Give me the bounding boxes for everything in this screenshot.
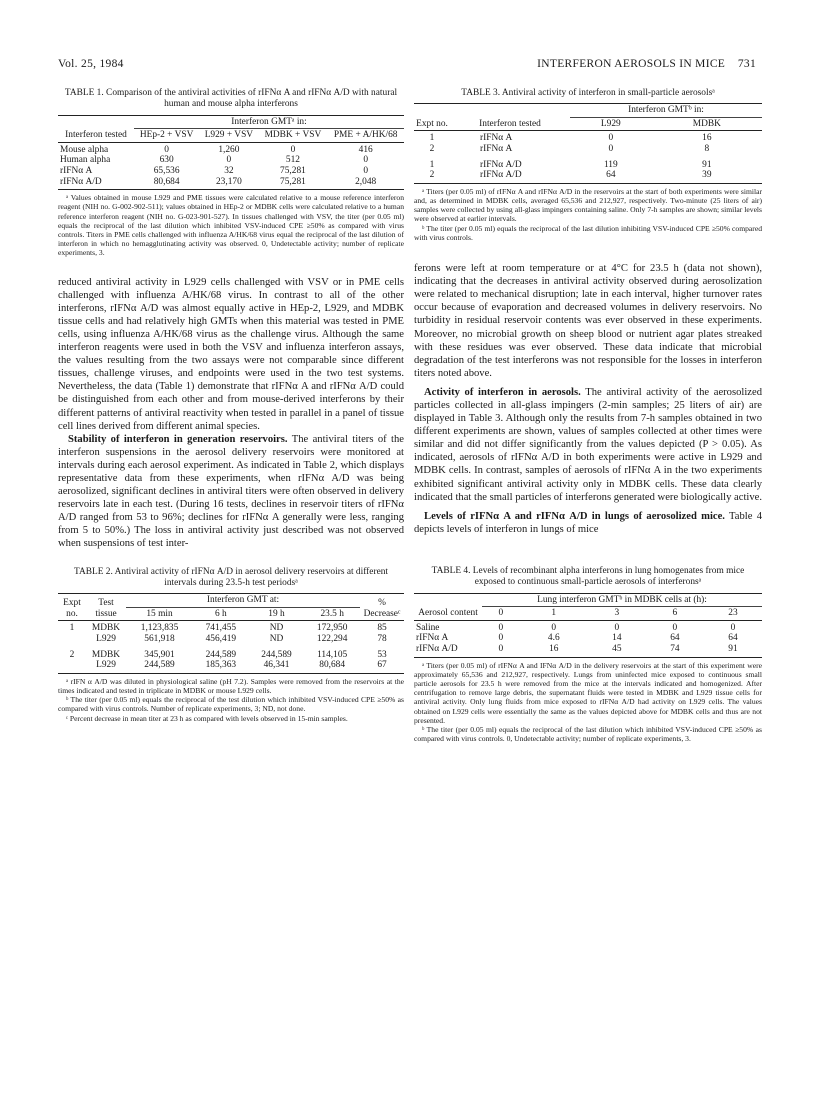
table-2-col: 15 min: [126, 607, 193, 621]
table-cell: rIFNα A/D: [450, 170, 570, 183]
table-cell: 345,901: [144, 649, 175, 660]
table-3-span-header: Interferon GMTᵇ in:: [570, 104, 762, 118]
table-cell: 67: [360, 660, 404, 673]
table-cell: rIFNα A: [60, 165, 93, 176]
table-2-grid: [58, 593, 404, 674]
table-row: [414, 144, 762, 155]
table-cell: 741,455: [205, 623, 237, 634]
table-cell: 456,419: [205, 633, 237, 644]
table-4-col: 6: [646, 607, 704, 621]
table-1: [58, 88, 404, 258]
table-cell: 75,281: [280, 165, 306, 176]
table-4-footnote: ᵃ Titers (per 0.05 ml) of rIFNα A and IFNα A/D in the delivery reservoirs at the start of this experiment were approximately 65,536 and 212,927, respectively. Lungs from uninfected mice exposed to continuous small particle aerosols for 23.5 h were removed from the mice at the intervals indicated and homogenized. After centrifugation to remove large debris, the supernatant fluids were tested in MDBK and L929 tissue cells for antiviral activity. Only lung fluids from mice exposed to rIFNα A/D had activity on L929 cells. The values obtained on L929 cells were essentially the same as the values depicted above for MDBK cells and thus are not presented.: [414, 660, 762, 725]
table-cell: 0: [498, 622, 504, 633]
table-4-grid: [414, 593, 762, 658]
table-cell: 244,589: [126, 660, 193, 673]
table-3-col: L929: [570, 117, 652, 131]
table-cell: 75,281: [259, 177, 328, 190]
table-cell: ND: [269, 623, 284, 634]
table-2-caption: TABLE 2. Antiviral activity of rIFNα A/D in aerosol delivery reservoirs at different intervals during 23.5-h test periodsᵃ: [73, 566, 389, 588]
table-cell: 0: [226, 155, 232, 166]
table-cell: Saline: [416, 622, 440, 633]
table-cell: 122,294: [316, 633, 348, 644]
table-cell: 78: [377, 633, 387, 644]
table-cell: MDBK: [91, 649, 121, 660]
table-cell: 114,105: [317, 649, 348, 660]
table-1-stub-header: Interferon tested: [58, 115, 134, 142]
table-2-footnote: ᶜ Percent decrease in mean titer at 23 h as compared with levels observed in 15-min samples.: [66, 713, 348, 723]
table-cell: 244,589: [261, 649, 292, 660]
table-row: [58, 155, 404, 166]
table-cell: 1: [429, 133, 435, 144]
table-row: [58, 621, 404, 634]
table-2-col: 23.5 h: [304, 607, 360, 621]
page-number: 731: [737, 58, 756, 70]
table-cell: 80,684: [304, 660, 360, 673]
table-4-col: 3: [588, 607, 646, 621]
table-cell: 64: [728, 633, 738, 644]
table-4-col: 0: [482, 607, 520, 621]
left-column: [58, 88, 404, 723]
section-heading: Stability of interferon in generation reservoirs.: [68, 433, 288, 445]
table-cell: 64: [570, 170, 652, 183]
table-cell: 0: [614, 622, 620, 633]
table-4: [414, 566, 762, 743]
table-cell: 23,170: [199, 177, 258, 190]
table-row: [414, 644, 762, 657]
table-cell: ND: [269, 633, 284, 644]
table-cell: 0: [608, 144, 614, 155]
table-cell: 2,048: [327, 177, 404, 190]
table-1-col: MDBK + VSV: [259, 129, 328, 143]
table-cell: 45: [588, 644, 646, 657]
volume-label: Vol. 25, 1984: [58, 58, 124, 70]
table-cell: 172,950: [316, 623, 348, 634]
table-cell: 80,684: [134, 177, 199, 190]
table-cell: 85: [377, 623, 387, 634]
table-cell: 64: [670, 633, 680, 644]
table-cell: 91: [702, 159, 712, 170]
table-cell: 0: [363, 155, 368, 166]
table-cell: rIFNα A/D: [480, 159, 522, 170]
table-cell: [58, 660, 86, 673]
table-2-tissue-header: Test tissue: [86, 594, 126, 621]
table-cell: 185,363: [193, 660, 249, 673]
table-cell: L929: [96, 633, 116, 644]
table-cell: 119: [603, 159, 618, 170]
paragraph: Stability of interferon in generation reservoirs. The antiviral titers of the interferon suspensions in the aerosol delivery reservoirs were monitored at intervals during each aerosol experiment. As indicated in Table 2, which displays representative data from these experiments, when rIFNα A/D was being aerosolized, significant declines in antiviral titers were often observed in delivery reservoirs late in each test. (During 16 tests, declines in reservoir titers of rIFNα A/D ranged from 53 to 96%; declines for rIFNα A generally were less, ranging from 5 to 50%.) The loss in antiviral activity just described was not observed when suspensions of test inter-: [58, 433, 404, 550]
table-3-col: MDBK: [652, 117, 762, 131]
table-3-caption: TABLE 3. Antiviral activity of interferon in small-particle aerosolsᵃ: [461, 88, 715, 98]
table-cell: 8: [704, 144, 710, 155]
table-4-col: 1: [520, 607, 588, 621]
table-2-col: 6 h: [193, 607, 249, 621]
table-row: [58, 166, 404, 177]
table-row: [58, 177, 404, 190]
table-cell: 0: [672, 622, 678, 633]
table-cell: [58, 634, 86, 645]
table-cell: 46,341: [249, 660, 305, 673]
table-cell: 0: [730, 622, 736, 633]
table-1-footnote: ᵃ Values obtained in mouse L929 and PME tissues were calculated relative to a mouse reference interferon reagent (NIH no. G-002-902-511); values obtained in HEp-2 or MDBK cells were calculated relative to a human reference interferon reagent (NIH no. G-023-901-527). In tissues challenged with VSV, the titer (per 0.05 ml) equals the reciprocal of the last dilution which inhibited VSV-induced CPE ≥50% as compared with virus controls. Titers in PME cells challenged with influenza A/HK/68 virus equal the reciprocal of the last dilution of interferon in which no hemagglutinating activity was observed. 0, Undetectable activity; number of replicate experiments, 3.: [58, 193, 404, 258]
table-cell: 2: [429, 144, 435, 155]
table-2: [58, 567, 404, 723]
table-cell: 2: [414, 170, 450, 183]
table-cell: 244,589: [205, 649, 237, 660]
table-3-expt-header: Expt no.: [414, 104, 450, 131]
table-cell: 416: [358, 144, 373, 155]
table-1-col: PME + A/HK/68: [327, 129, 404, 143]
table-3-footnote: ᵃ Titers (per 0.05 ml) of rIFNα A and rIFNα A/D in the reservoirs at the start of both experiments were similar and, as determined in MDBK cells, averaged 65,536 and 212,927, respectively. Two-minute (25 liters of air) samples were collected by using all-glass impingers containing saline. Only 7-h samples are shown; similar levels were observed at earlier intervals.: [414, 186, 762, 224]
table-cell: Human alpha: [60, 155, 111, 166]
table-4-footnote: ᵇ The titer (per 0.05 ml) equals the reciprocal of the last dilution which inhibited VSV-induced CPE ≥50% as compared with virus controls. 0, Undetectable activity; number of replicate experiments, 3.: [414, 724, 762, 744]
table-2-col: 19 h: [249, 607, 305, 621]
section-heading: Levels of rIFNα A and rIFNα A/D in lungs of aerosolized mice.: [424, 510, 725, 522]
table-row: [414, 633, 762, 644]
table-cell: MDBK: [91, 623, 121, 634]
table-4-stub-header: Aerosol content: [414, 593, 482, 620]
table-cell: 74: [646, 644, 704, 657]
table-3-grid: [414, 103, 762, 184]
running-header: [58, 58, 756, 74]
table-4-caption: TABLE 4. Levels of recombinant alpha interferons in lung homogenates from mice exposed to continuous small-particle aerosols of interferonsᵃ: [431, 565, 745, 588]
table-2-expt-header: Expt no.: [58, 594, 86, 621]
table-1-grid: [58, 115, 404, 191]
left-body-text: [58, 276, 404, 551]
table-cell: rIFNα A/D: [58, 177, 134, 190]
table-cell: rIFNα A: [480, 144, 513, 155]
table-cell: 2: [69, 649, 75, 660]
section-heading: Activity of interferon in aerosols.: [424, 386, 581, 398]
paragraph: Activity of interferon in aerosols. The antiviral activity of the aerosolized particles collected in all-glass impingers (2-min samples; 25 liters of air) are displayed in Table 3. Although only the results from 7-h samples obtained in two different experiments are shown, values of samples collected at other times were similar and did not differ significantly from the values depicted (P > 0.05). As indicated, aerosols of rIFNα A/D in both experiments were active in L929 and MDBK cells. In contrast, samples of aerosols of rIFNα A in the two experiments exhibited significant antiviral activity only in MDBK cells. These data clearly indicated that the small particles of interferons generated were biologically active.: [414, 386, 762, 503]
table-cell: 0: [551, 622, 557, 633]
table-cell: rIFNα A: [416, 633, 449, 644]
table-2-decrease-header: % Decreaseᶜ: [360, 594, 404, 621]
table-cell: 0: [363, 165, 368, 176]
table-cell: Mouse alpha: [60, 144, 109, 155]
table-1-col: L929 + VSV: [199, 129, 258, 143]
table-cell: 65,536: [153, 165, 180, 176]
table-cell: 16: [520, 644, 588, 657]
table-cell: 4.6: [547, 633, 560, 644]
table-cell: 39: [652, 170, 762, 183]
running-title: INTERFERON AEROSOLS IN MICE 731: [537, 58, 756, 70]
table-cell: rIFNα A/D: [414, 644, 482, 657]
paragraph: Levels of rIFNα A and rIFNα A/D in lungs of aerosolized mice. Table 4 depicts levels of interferon in lungs of mice: [414, 510, 763, 535]
table-1-col: HEp-2 + VSV: [134, 129, 199, 143]
table-cell: 0: [164, 144, 169, 155]
table-cell: 16: [702, 133, 712, 144]
table-cell: 0: [498, 633, 504, 644]
table-3-tested-header: Interferon tested: [450, 104, 570, 131]
table-row: [58, 660, 404, 673]
table-4-span-header: Lung interferon GMTᵇ in MDBK cells at (h):: [482, 593, 762, 607]
paragraph: ferons were left at room temperature or at 4°C for 23.5 h (data not shown), indicating that the decreases in antiviral activity observed during aerosolization were related to mechanical disruption; late in each interval, higher turnover rates occur because of evaporation and decreased volumes in delivery reservoirs. No turbidity in residual reservoir contents was ever observed in these experiments. Moreover, no microbial growth on sheep blood or nutrient agar plates streaked with these residues was ever observed. These data indicate that microbial degradation of the test interferons was not responsible for the losses in interferon titers noted above.: [414, 263, 762, 379]
table-cell: 1: [429, 159, 435, 170]
table-3: [414, 88, 762, 242]
table-row: [58, 142, 404, 155]
table-2-span-header: Interferon GMT at:: [126, 594, 360, 608]
table-row: [414, 131, 762, 144]
table-2-footnote: ᵃ rIFN α A/D was diluted in physiological saline (pH 7.2). Samples were removed from the reservoirs at the times indicated and tested in triplicate in MDBK or mouse L929 cells.: [58, 676, 404, 695]
table-cell: 32: [224, 165, 234, 176]
paragraph: reduced antiviral activity in L929 cells challenged with VSV or in PME cells challenged with influenza A/HK/68 virus. In contrast to all of the other interferons, rIFNα A/D was almost equally active in HEp-2, L929, and MDBK tissue cells and had relatively high GMTs when this material was tested in PME cells, using influenza A/HK/68 virus as the challenge virus. Although the same interferon reagents were used in both the VSV and influenza interferon assays, the values resulting from the two assays were not comparable since different tissues, challenge viruses, and endpoints were used in the two test systems. Nevertheless, the data (Table 1) demonstrate that rIFNα A and rIFNα A/D could be distinguished from each other and from mouse-derived interferons by their different patterns of antiviral reactivity when tested in parallel in a panel of tissue cell lines derived from different animal species.: [58, 276, 404, 432]
table-cell: 0: [482, 644, 520, 657]
table-row: [414, 170, 762, 183]
table-cell: rIFNα A: [480, 133, 513, 144]
table-cell: 1: [69, 623, 75, 634]
table-cell: 512: [285, 155, 300, 166]
table-cell: 1,260: [218, 144, 240, 155]
table-cell: 53: [377, 649, 387, 660]
table-cell: 561,918: [144, 633, 175, 644]
table-1-caption: TABLE 1. Comparison of the antiviral activities of rIFNα A and rIFNα A/D with natural human and mouse alpha interferons: [64, 88, 398, 110]
table-cell: 0: [290, 144, 296, 155]
table-row: [58, 634, 404, 645]
table-row: [414, 620, 762, 633]
table-cell: 91: [704, 644, 762, 657]
table-row: [414, 155, 762, 171]
right-body-text: [414, 262, 762, 536]
table-2-footnote: ᵇ The titer (per 0.05 ml) equals the reciprocal of the test dilution which inhibited VSV-induced CPE ≥50% as compared with virus controls. Number of replicate experiments, 3; ND, not done.: [58, 695, 404, 714]
table-cell: 1,123,835: [140, 623, 179, 634]
table-cell: 630: [159, 155, 174, 166]
table-4-col: 23: [704, 607, 762, 621]
table-1-span-header: Interferon GMTᵃ in:: [134, 115, 404, 129]
right-column: [414, 88, 762, 743]
table-3-footnote: ᵇ The titer (per 0.05 ml) equals the reciprocal of the last dilution inhibiting VSV-induced CPE ≥50% compared with virus controls.: [414, 223, 762, 242]
table-row: [58, 645, 404, 661]
table-cell: 14: [612, 633, 622, 644]
table-cell: 0: [608, 133, 614, 144]
table-cell: L929: [86, 660, 126, 673]
